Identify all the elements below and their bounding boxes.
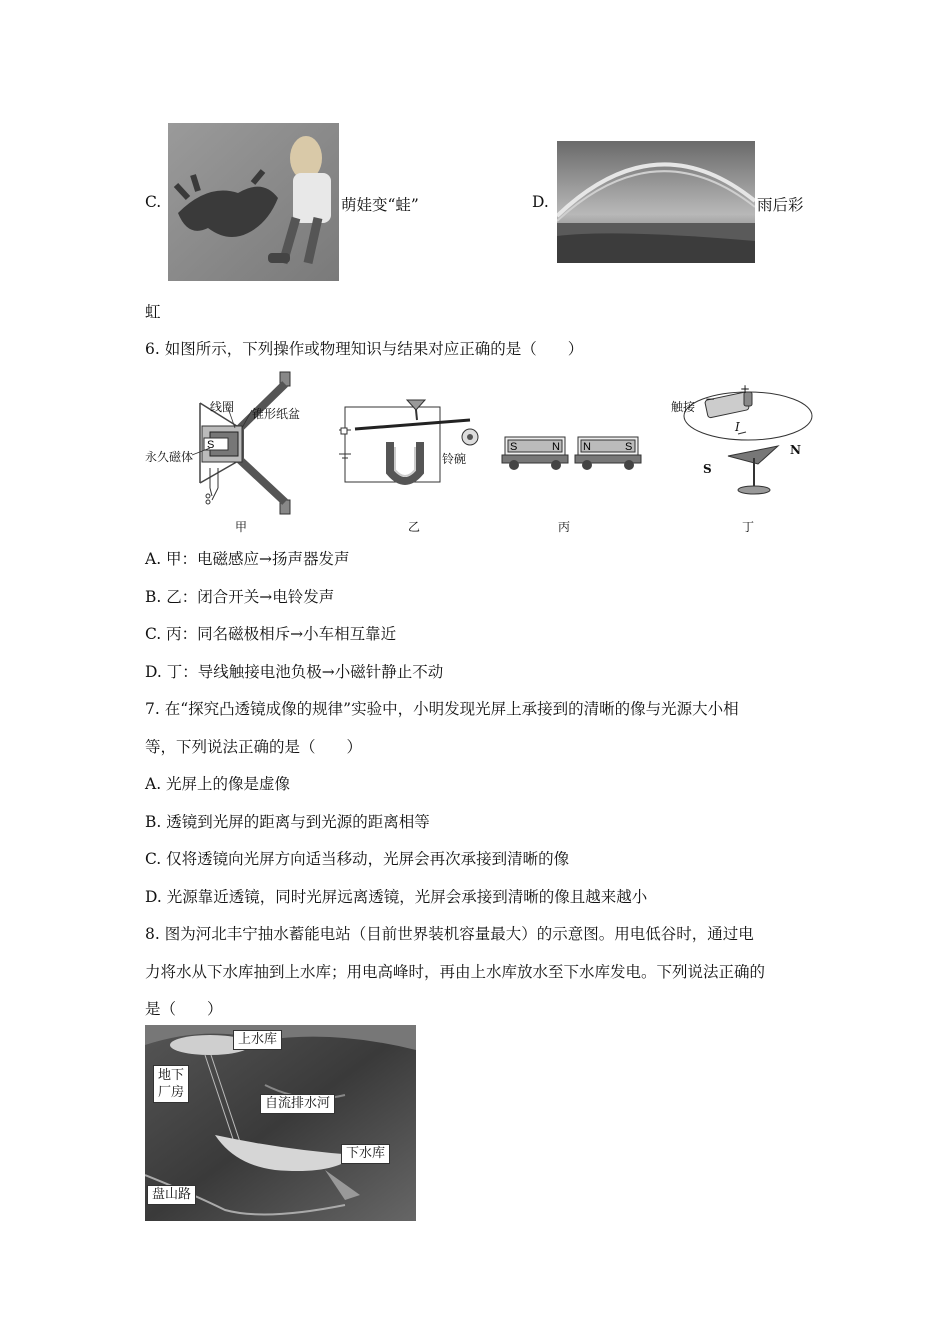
- ding-caption: 丁: [742, 520, 755, 534]
- q7-option-a: A. 光屏上的像是虚像: [145, 775, 291, 793]
- yi-caption: 乙: [408, 520, 421, 534]
- bing-pole-3: N: [583, 441, 591, 453]
- q6-option-c: C. 丙：同名磁极相斥→小车相互靠近: [145, 625, 397, 643]
- figure-yi-bell: [335, 392, 485, 492]
- jia-coil-label: 线圈: [210, 400, 235, 414]
- option-d-letter: D.: [532, 193, 549, 211]
- frog-shadow-image: [168, 123, 339, 281]
- map-lower-reservoir-label: 下水库: [341, 1144, 390, 1164]
- ding-current-label: I: [735, 420, 740, 434]
- q8-stem-line2: 力将水从下水库抽到上水库；用电高峰时，再由上水库放水至下水库发电。下列说法正确的: [145, 963, 766, 981]
- ding-s-label: S: [703, 462, 712, 476]
- q7-stem-line2: 等，下列说法正确的是（ ）: [145, 738, 363, 756]
- q6-stem: 6. 如图所示，下列操作或物理知识与结果对应正确的是（ ）: [145, 340, 584, 358]
- jia-caption: 甲: [235, 520, 248, 534]
- bing-pole-2: N: [552, 441, 560, 453]
- q6-option-d: D. 丁：导线触接电池负极→小磁针静止不动: [145, 663, 444, 681]
- rainbow-photo: [557, 141, 755, 263]
- figure-bing-carts: [500, 432, 645, 472]
- ding-minus-label: −: [705, 392, 716, 406]
- jia-magnet-label: 永久磁体: [145, 450, 194, 464]
- q7-option-c: C. 仅将透镜向光屏方向适当移动，光屏会再次承接到清晰的像: [145, 850, 570, 868]
- jia-cone-label: 锥形纸盆: [252, 407, 301, 421]
- option-c-letter: C.: [145, 193, 162, 211]
- rainbow-image: [557, 141, 755, 263]
- map-plant-line1: 地下: [158, 1068, 185, 1083]
- figure-jia-speaker: [140, 368, 310, 518]
- map-plant-label: [153, 1065, 189, 1103]
- bing-caption: 丙: [558, 520, 571, 534]
- map-river-label: 自流排水河: [260, 1094, 335, 1114]
- map-road-label: 盘山路: [147, 1185, 196, 1205]
- option-d-text: 雨后彩: [757, 196, 804, 214]
- ding-touch-label: 触接: [671, 400, 696, 414]
- q8-stem-line3: 是（ ）: [145, 1000, 223, 1018]
- q7-option-b: B. 透镜到光屏的距离与到光源的距离相等: [145, 813, 430, 831]
- q6-option-b: B. 乙：闭合开关→电铃发声: [145, 588, 335, 606]
- frog-shadow-photo: [168, 123, 339, 281]
- bing-pole-1: S: [510, 441, 518, 453]
- ding-plus-label: +: [740, 382, 751, 396]
- bing-pole-4: S: [625, 441, 633, 453]
- q8-stem-line1: 8. 图为河北丰宁抽水蓄能电站（目前世界装机容量最大）的示意图。用电低谷时，通过电: [145, 925, 754, 943]
- jia-s-pole: S: [207, 439, 215, 451]
- q7-option-d: D. 光源靠近透镜，同时光屏远离透镜，光屏会承接到清晰的像且越来越小: [145, 888, 648, 906]
- map-upper-reservoir-label: 上水库: [233, 1030, 282, 1050]
- option-c-text: 萌娃变“蛙”: [341, 196, 419, 214]
- q7-stem-line1: 7. 在“探究凸透镜成像的规律”实验中，小明发现光屏上承接到的清晰的像与光源大小相: [145, 700, 739, 718]
- map-plant-line2: 厂房: [158, 1085, 185, 1100]
- option-d-text-wrap: 虹: [145, 303, 161, 321]
- yi-bowl-label: 铃碗: [442, 452, 467, 466]
- q6-option-a: A. 甲：电磁感应→扬声器发声: [145, 550, 350, 568]
- ding-n-label: N: [790, 443, 801, 457]
- figure-ding-compass: [668, 378, 818, 503]
